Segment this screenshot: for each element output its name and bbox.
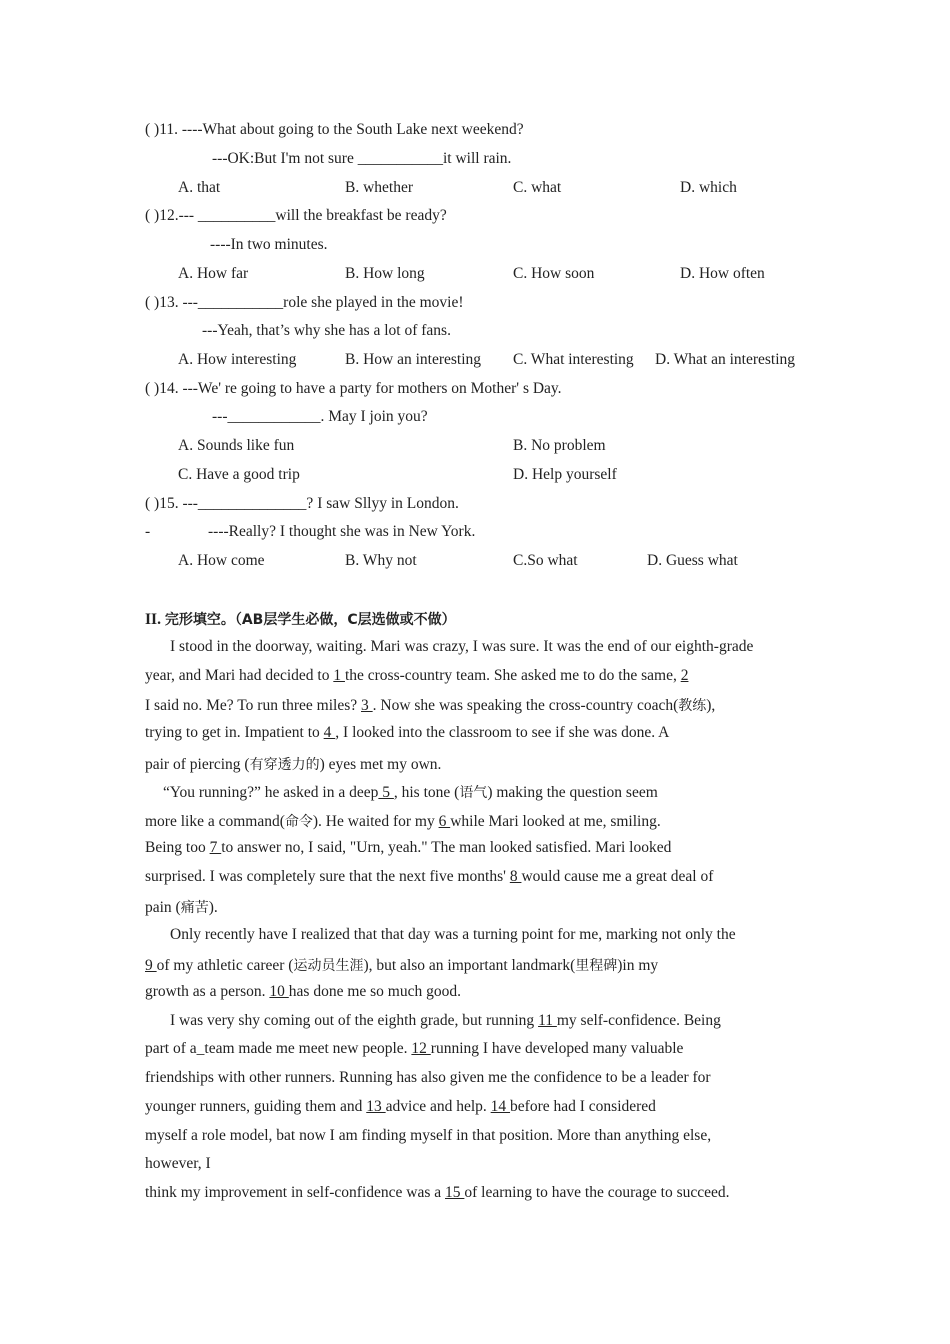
passage-line: pair of piercing (有穿透力的) eyes met my own.	[145, 756, 442, 773]
question-11-option-d: D. which	[680, 179, 737, 196]
question-14-option-b: B. No problem	[513, 437, 606, 454]
question-14-option-c: C. Have a good trip	[178, 466, 300, 483]
blank-3: 3	[361, 697, 373, 714]
passage-line: I stood in the doorway, waiting. Mari was crazy, I was sure. It was the end of our eighth-grade	[170, 638, 754, 655]
question-11-option-c: C. what	[513, 179, 562, 196]
passage-line: I said no. Me? To run three miles? 3 . Now she was speaking the cross-country coach(教练),	[145, 697, 716, 714]
section-heading	[145, 610, 456, 630]
question-13-option-c: C. What interesting	[513, 351, 634, 368]
question-11-option-a: A. that	[178, 179, 221, 196]
question-12-option-c: C. How soon	[513, 265, 595, 282]
question-11-reply: ---OK:But I'm not sure ___________it will rain.	[212, 150, 512, 167]
question-14-option-a: A. Sounds like fun	[178, 437, 295, 454]
blank-12: 12	[411, 1040, 431, 1057]
blank-2: 2	[680, 667, 689, 684]
section-number: II.	[145, 611, 161, 628]
passage-line: younger runners, guiding them and 13 advice and help. 14 before had I considered	[145, 1098, 656, 1115]
question-15-option-b: B. Why not	[345, 552, 417, 569]
passage-line: Being too 7 to answer no, I said, "Urn, yeah." The man looked satisfied. Mari looked	[145, 839, 672, 856]
blank-5: 5	[378, 784, 394, 801]
question-15-option-c: C.So what	[513, 552, 578, 569]
question-12-reply: ----In two minutes.	[210, 236, 328, 253]
question-12-option-b: B. How long	[345, 265, 425, 282]
blank-13: 13	[366, 1098, 386, 1115]
question-12-option-d: D. How often	[680, 265, 765, 282]
question-15-option-a: A. How come	[178, 552, 265, 569]
passage-line: “You running?” he asked in a deep 5 , his tone (语气) making the question seem	[163, 784, 658, 801]
blank-14: 14	[490, 1098, 511, 1115]
passage-line: friendships with other runners. Running has also given me the confidence to be a leader for	[145, 1069, 711, 1086]
question-15-option-d: D. Guess what	[647, 552, 738, 569]
section-title-cn: 完形填空。	[164, 612, 235, 628]
passage-line: I was very shy coming out of the eighth grade, but running 11 my self-confidence. Being	[170, 1012, 721, 1029]
blank-6: 6	[438, 813, 451, 830]
passage-line: trying to get in. Impatient to 4 , I looked into the classroom to see if she was done. A	[145, 724, 670, 741]
blank-9: 9	[145, 957, 157, 974]
passage-line: year, and Mari had decided to 1 the cross-country team. She asked me to do the same, 2	[145, 667, 689, 684]
blank-4: 4	[323, 724, 336, 741]
blank-8: 8	[509, 868, 522, 885]
question-13-option-d: D. What an interesting	[655, 351, 796, 368]
blank-15: 15	[445, 1184, 465, 1201]
question-12-stem: ( )12.--- __________will the breakfast be ready?	[145, 207, 447, 224]
section-title-note: （AB层学生必做，C层选做或不做）	[234, 612, 456, 628]
question-15-reply: ----Really? I thought she was in New York.	[208, 523, 476, 540]
question-15-stem: ( )15. ---______________? I saw Sllyy in London.	[145, 495, 459, 512]
question-12-option-a: A. How far	[178, 265, 249, 282]
blank-11: 11	[538, 1012, 557, 1029]
question-15-dash: -	[145, 523, 151, 540]
question-13-reply: ---Yeah, that’s why she has a lot of fans.	[202, 322, 451, 339]
passage-line: part of a_team made me meet new people. 12 running I have developed many valuable	[145, 1040, 684, 1057]
passage-line: more like a command(命令). He waited for my 6 while Mari looked at me, smiling.	[145, 813, 661, 830]
passage-line: Only recently have I realized that that day was a turning point for me, marking not only the	[170, 926, 736, 943]
question-14-option-d: D. Help yourself	[513, 466, 617, 483]
question-13-stem: ( )13. ---___________role she played in the movie!	[145, 294, 464, 311]
blank-1: 1	[333, 667, 345, 684]
question-11-stem: ( )11. ----What about going to the South Lake next weekend?	[145, 121, 524, 138]
question-13-option-a: A. How interesting	[178, 351, 297, 368]
passage-line: pain (痛苦).	[145, 899, 218, 916]
passage-line: surprised. I was completely sure that the next five months' 8 would cause me a great deal of	[145, 868, 714, 885]
passage-line: think my improvement in self-confidence was a 15 of learning to have the courage to succeed.	[145, 1184, 730, 1201]
blank-10: 10	[269, 983, 289, 1000]
question-11-option-b: B. whether	[345, 179, 414, 196]
question-13-option-b: B. How an interesting	[345, 351, 482, 368]
blank-7: 7	[209, 839, 222, 856]
question-14-stem: ( )14. ---We' re going to have a party for mothers on Mother' s Day.	[145, 380, 562, 397]
question-14-reply: ---____________. May I join you?	[212, 408, 428, 425]
passage-line: myself a role model, bat now I am finding myself in that position. More than anything else,	[145, 1127, 712, 1144]
passage-line: 9 of my athletic career (运动员生涯), but also an important landmark(里程碑)in my	[145, 957, 659, 974]
passage-line: however, I	[145, 1155, 211, 1172]
passage-line: growth as a person. 10 has done me so much good.	[145, 983, 461, 1000]
